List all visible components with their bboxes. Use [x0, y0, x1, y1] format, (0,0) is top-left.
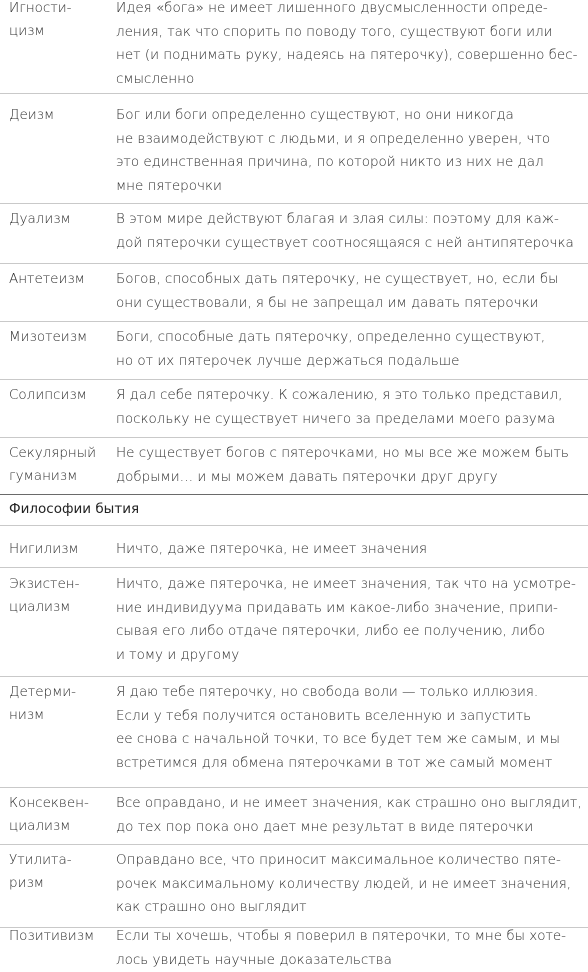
row-term: Позитивизм — [9, 928, 95, 944]
row-term: Экзистен- циализм — [9, 576, 80, 615]
table-row — [0, 263, 588, 322]
row-description: Богов, способных дать пятерочку, не существует, но, если бы они существовали, я бы не запрещал им давать пятерочки — [116, 271, 559, 311]
row-term: Детерми- низм — [9, 684, 77, 723]
table-row — [0, 787, 588, 845]
row-term: Игности- цизм — [9, 0, 72, 39]
section-title: Философии бытия — [9, 501, 140, 517]
row-term: Нигилизм — [9, 541, 79, 557]
row-term: Консеквен- циализм — [9, 795, 89, 834]
row-description: Все оправдано, и не имеет значения, как страшно оно выглядит, до тех пор пока оно дает мне результат в виде пятерочки — [116, 795, 582, 835]
table-row — [0, 526, 588, 567]
table-row — [0, 321, 588, 380]
table-row — [0, 567, 588, 677]
row-description: Оправдано все, что приносит максимальное количество пяте- рочек максимальному количеству людей, и не имеет значения, как страшно оно выглядит — [116, 852, 572, 915]
row-description: Ничто, даже пятерочка, не имеет значения, так что на усмотре- ние индивидуума придавать им какое-либо значение, припи- сывая его либо отдаче пятерочки, либо ее получению, либо и тому и другому — [116, 576, 576, 663]
row-term: Дуализм — [9, 211, 71, 227]
table-row — [0, 93, 588, 204]
row-term: Деизм — [9, 107, 55, 123]
row-term: Мизотеизм — [9, 329, 88, 345]
row-description: В этом мире действуют благая и злая силы: поэтому для каж- дой пятерочки существует соотносящаяся с ней антипятерочка — [116, 211, 574, 251]
row-description: Я даю тебе пятерочку, но свобода воли — только иллюзия. Если у тебя получится остановить вселенную и запустить ее снова с начальной точки, то все будет тем же самым, и мы встретимся для обмена пятерочками в тот же самый момент — [116, 684, 560, 771]
row-term: Секулярный гуманизм — [9, 445, 96, 484]
table-row — [0, 379, 588, 438]
table-row — [0, 0, 588, 93]
table-row — [0, 844, 588, 928]
row-term: Утилита- ризм — [9, 852, 72, 891]
row-description: Не существует богов с пятерочками, но мы все же можем быть добрыми… и мы можем давать пятерочки друг другу — [116, 445, 569, 485]
table-row — [0, 927, 588, 967]
section-header — [0, 494, 588, 526]
row-description: Боги, способные дать пятерочку, определенно существуют, но от их пятерочек лучше держаться подальше — [116, 329, 546, 369]
row-description: Я дал себе пятерочку. К сожалению, я это только представил, поскольку не существует ничего за пределами моего разума — [116, 387, 563, 427]
row-description: Если ты хочешь, чтобы я поверил в пятерочки, то мне бы хоте- лось увидеть научные доказательства — [116, 928, 567, 968]
row-description: Бог или боги определенно существуют, но они никогда не взаимодействуют с людьми, и я определенно уверен, что это единственная причина, по которой никто из них не дал мне пятерочки — [116, 107, 551, 194]
table-row — [0, 203, 588, 264]
row-description: Ничто, даже пятерочка, не имеет значения — [116, 541, 427, 557]
row-term: Солипсизм — [9, 387, 87, 403]
table-row — [0, 437, 588, 494]
table-row — [0, 676, 588, 788]
row-description: Идея «бога» не имеет лишенного двусмысленности опреде- ления, так что спорить по поводу того, существуют боги или нет (и поднимать руку, надеясь на пятерочку), совершенно бес- смысленно — [116, 0, 578, 87]
row-term: Антетеизм — [9, 271, 85, 287]
